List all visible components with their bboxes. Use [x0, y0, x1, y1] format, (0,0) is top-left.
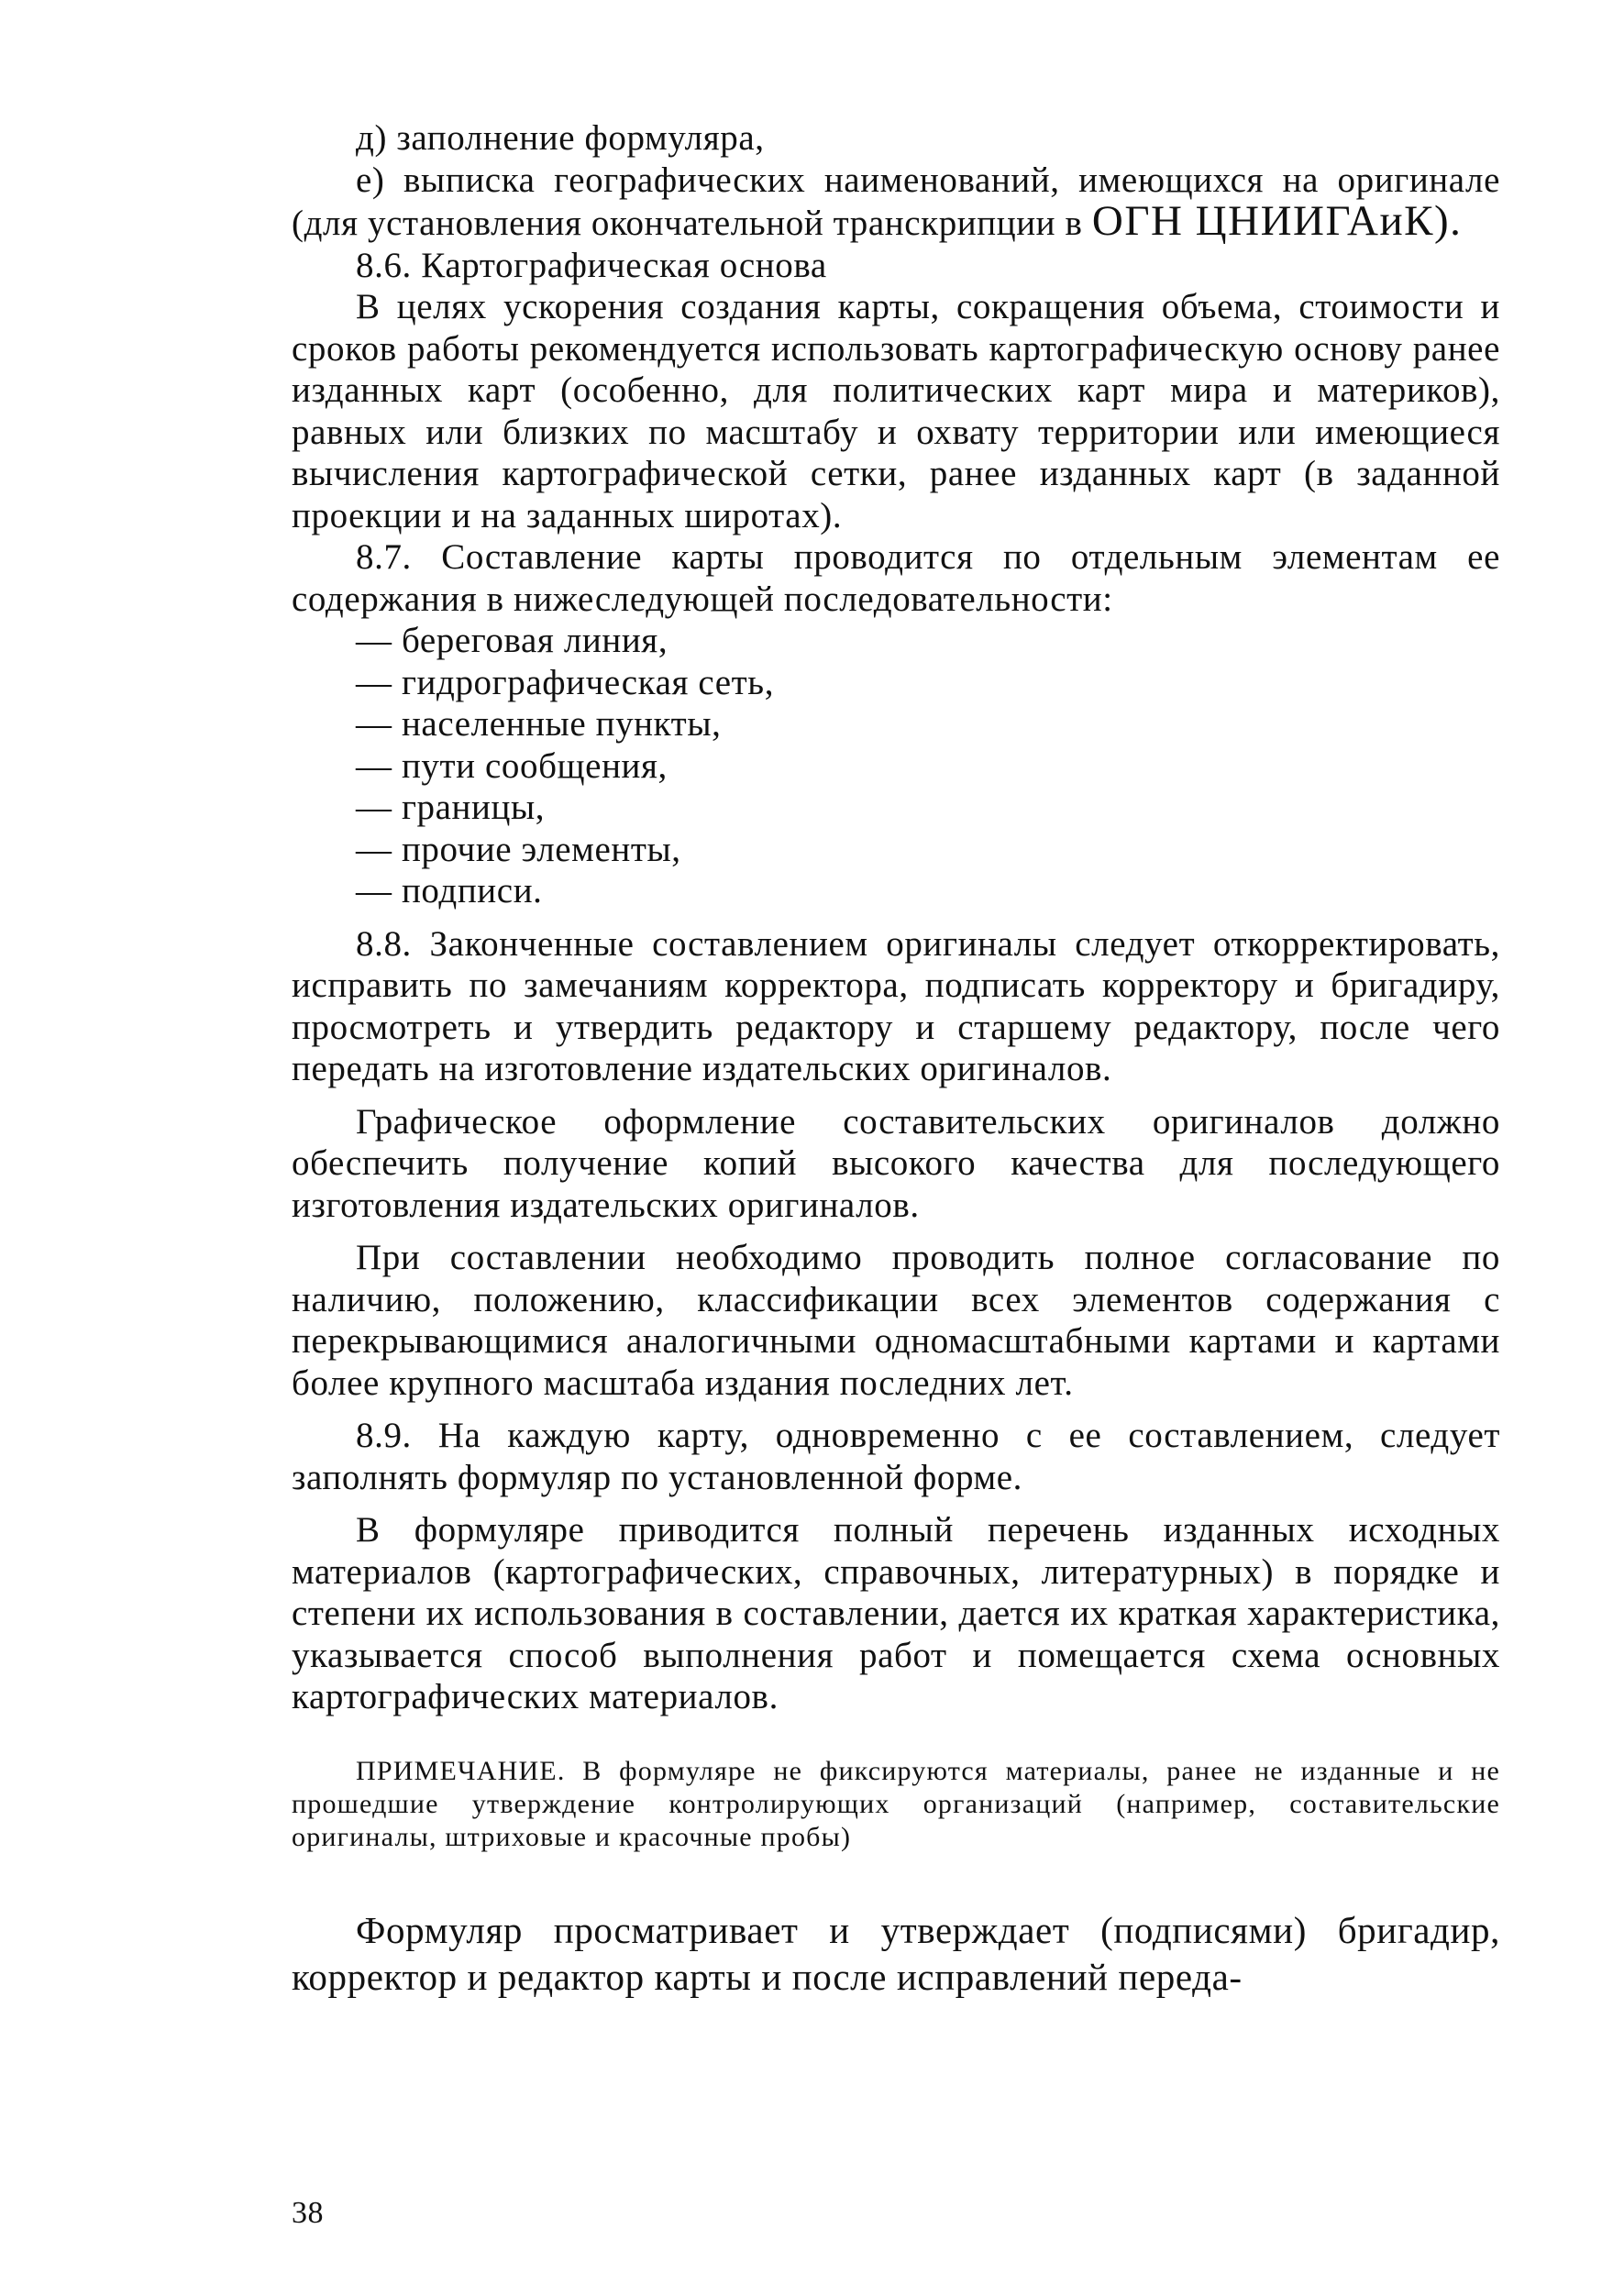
item-e-text: е) выписка географических наименований, имеющихся на оригинале (для установления окончательной транскрипции в — [292, 160, 1500, 243]
item-d: д) заполнение формуляра, — [356, 118, 765, 158]
list-item: — гидрографическая сеть, — [356, 662, 775, 702]
list-item: — береговая линия, — [356, 621, 668, 660]
list-item: — прочие элементы, — [356, 829, 681, 869]
list-item: — населенные пункты, — [356, 704, 722, 744]
item-e-organization: ОГН ЦНИИГАиК). — [1091, 197, 1463, 245]
list-item: — подписи. — [356, 871, 543, 910]
note-paragraph: ПРИМЕЧАНИЕ. В формуляре не фиксируются материалы, ранее не изданные и не прошедшие утверждение контролирующих организаций (например, составительские оригиналы, штриховые и красочные пробы) — [292, 1755, 1500, 1852]
item-e — [292, 160, 1500, 245]
document-page — [292, 117, 1500, 2038]
compilation-paragraph: При составлении необходимо проводить полное согласование по наличию, положению, классификации всех элементов содержания с перекрывающимися аналогичными одномасштабными картами и картами более крупного масштаба издания последних лет. — [292, 1238, 1500, 1403]
section-8-8: 8.8. Законченные составлением оригиналы следует откорректировать, исправить по замечаниям корректора, подписать корректору и бригадиру, просмотреть и утвердить редактору и старшему редактору, после чего передать на изготовление издательских оригиналов. — [292, 923, 1500, 1088]
section-8-9: 8.9. На каждую карту, одновременно с ее составлением, следует заполнять формуляр по установленной форме. — [292, 1416, 1500, 1497]
formular-paragraph: В формуляре приводится полный перечень изданных исходных материалов (картографических, справочных, литературных) в порядке и степени их использования в составлении, дается их краткая характеристика, указывается способ выполнения работ и помещается схема основных картографических материалов. — [292, 1510, 1500, 1716]
page-number: 38 — [292, 2196, 324, 2230]
section-8-6-title: 8.6. Картографическая основа — [356, 245, 827, 285]
graphic-paragraph: Графическое оформление составительских оригиналов должно обеспечить получение копий высокого качества для последующего изготовления издательских оригиналов. — [292, 1101, 1500, 1225]
element-order-list — [292, 620, 1500, 912]
list-item: — границы, — [356, 788, 546, 827]
list-item: — пути сообщения, — [356, 745, 668, 786]
section-8-7-text: 8.7. Составление карты проводится по отдельным элементам ее содержания в нижеследующей последовательности: — [292, 537, 1500, 619]
final-paragraph: Формуляр просматривает и утверждает (подписями) бригадир, корректор и редактор карты и после исправлений переда- — [292, 1908, 1500, 1998]
section-8-6-text: В целях ускорения создания карты, сокращения объема, стоимости и сроков работы рекомендуется использовать картографическую основу ранее изданных карт (особенно, для политических карт мира и материков), равных или близких по масштабу и охвату территории или имеющиеся вычисления картографической сетки, ранее изданных карт (в заданной проекции и на заданных широтах). — [292, 287, 1500, 535]
